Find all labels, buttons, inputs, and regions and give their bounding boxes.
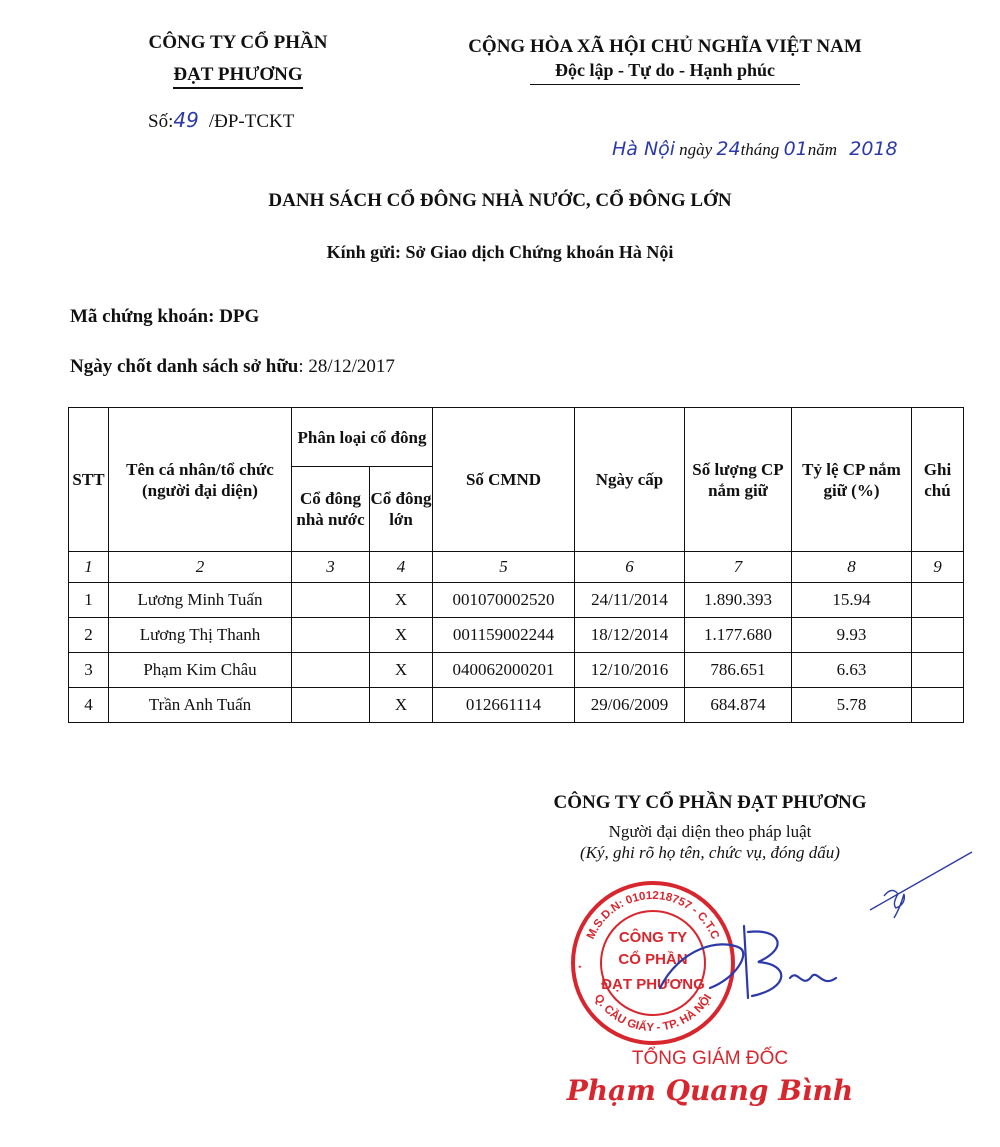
header-state: Cổ đông nhà nước	[292, 467, 370, 552]
stock-code-value: DPG	[219, 306, 260, 327]
company-name	[108, 32, 368, 89]
col-number: 3	[292, 552, 370, 583]
cell-name: Phạm Kim Châu	[109, 653, 292, 688]
date-year: 2018	[849, 138, 898, 160]
signature-role: Người đại diện theo pháp luật	[608, 822, 812, 841]
cell-ratio: 9.93	[792, 618, 912, 653]
seal-ring-text: M.S.D.N: 0101218757 - C.T.C	[584, 889, 722, 942]
stock-code-label: Mã chứng khoán:	[70, 306, 215, 327]
header-id-no: Số CMND	[433, 408, 575, 552]
cell-issue-date: 29/06/2009	[575, 688, 685, 723]
cell-state	[292, 583, 370, 618]
cell-shares: 786.651	[685, 653, 792, 688]
date-month: 01	[783, 138, 808, 160]
signature-company: CÔNG TY CỔ PHẦN ĐẠT PHƯƠNG	[553, 792, 867, 813]
cell-id-no: 012661114	[433, 688, 575, 723]
national-header	[400, 36, 930, 85]
cell-ratio: 6.63	[792, 653, 912, 688]
cell-state	[292, 688, 370, 723]
col-number: 9	[912, 552, 964, 583]
cell-major: X	[370, 583, 433, 618]
seal-star-left: ★	[578, 964, 582, 969]
table-row	[69, 653, 964, 688]
cell-name: Trần Anh Tuấn	[109, 688, 292, 723]
motto-underline	[530, 84, 800, 85]
cell-issue-date: 12/10/2016	[575, 653, 685, 688]
header-ratio: Tỷ lệ CP nắm giữ (%)	[792, 408, 912, 552]
seal-line3: ĐẠT PHƯƠNG	[601, 976, 705, 993]
signature-scribble	[640, 918, 840, 1018]
record-date	[70, 356, 395, 378]
cell-stt: 1	[69, 583, 109, 618]
national-motto: Độc lập - Tự do - Hạnh phúc	[554, 60, 776, 80]
cell-shares: 1.890.393	[685, 583, 792, 618]
col-number: 7	[685, 552, 792, 583]
table-row	[69, 688, 964, 723]
document-title: DANH SÁCH CỔ ĐÔNG NHÀ NƯỚC, CỔ ĐÔNG LỚN	[268, 190, 732, 211]
cell-major: X	[370, 653, 433, 688]
national-title: CỘNG HÒA XÃ HỘI CHỦ NGHĨA VIỆT NAM	[468, 36, 862, 57]
col-number: 5	[433, 552, 575, 583]
doc-no-prefix: Số:	[148, 111, 174, 132]
cell-note	[912, 653, 964, 688]
cell-ratio: 15.94	[792, 583, 912, 618]
table-header-row	[69, 408, 964, 467]
date-place: Hà Nội	[612, 138, 676, 160]
cell-issue-date: 18/12/2014	[575, 618, 685, 653]
cell-note	[912, 618, 964, 653]
signer-position: TỔNG GIÁM ĐỐC	[631, 1048, 789, 1069]
doc-no-handwritten: 49	[173, 108, 199, 132]
col-number: 6	[575, 552, 685, 583]
cell-note	[912, 688, 964, 723]
col-number: 8	[792, 552, 912, 583]
header-note: Ghi chú	[912, 408, 964, 552]
recipient: Kính gửi: Sở Giao dịch Chứng khoán Hà Nội	[326, 242, 674, 262]
record-date-label: Ngày chốt danh sách sở hữu	[70, 356, 299, 377]
date-line	[612, 138, 898, 160]
date-ngay-label: ngày	[679, 140, 713, 159]
record-date-value: : 28/12/2017	[298, 356, 395, 377]
cell-stt: 3	[69, 653, 109, 688]
signer-name: Phạm Quang Bình	[566, 1074, 854, 1107]
signature-instruction: (Ký, ghi rõ họ tên, chức vụ, đóng dấu)	[580, 843, 840, 862]
cell-stt: 4	[69, 688, 109, 723]
header-shares: Số lượng CP nắm giữ	[685, 408, 792, 552]
cell-state	[292, 618, 370, 653]
cell-id-no: 001070002520	[433, 583, 575, 618]
cell-id-no: 040062000201	[433, 653, 575, 688]
company-name-line2: ĐẠT PHƯƠNG	[173, 64, 302, 89]
doc-no-suffix: /ĐP-TCKT	[208, 111, 295, 132]
cell-id-no: 001159002244	[433, 618, 575, 653]
document-number	[148, 108, 294, 133]
col-number: 1	[69, 552, 109, 583]
table-row	[69, 618, 964, 653]
initial-mark	[860, 840, 980, 920]
company-name-line1: CÔNG TY CỔ PHẦN	[148, 32, 328, 53]
cell-stt: 2	[69, 618, 109, 653]
date-day: 24	[716, 138, 741, 160]
col-number: 2	[109, 552, 292, 583]
cell-issue-date: 24/11/2014	[575, 583, 685, 618]
header-major: Cổ đông lớn	[370, 467, 433, 552]
header-issue-date: Ngày cấp	[575, 408, 685, 552]
cell-major: X	[370, 618, 433, 653]
cell-major: X	[370, 688, 433, 723]
cell-shares: 684.874	[685, 688, 792, 723]
cell-state	[292, 653, 370, 688]
cell-name: Lương Thị Thanh	[109, 618, 292, 653]
date-thang-label: tháng	[740, 140, 780, 159]
seal-line2: CỔ PHẦN	[618, 951, 688, 968]
cell-shares: 1.177.680	[685, 618, 792, 653]
stock-code	[70, 306, 259, 328]
seal-line1: CÔNG TY	[618, 929, 688, 946]
column-number-row	[69, 552, 964, 583]
date-nam-label: năm	[807, 140, 838, 159]
cell-ratio: 5.78	[792, 688, 912, 723]
table-row	[69, 583, 964, 618]
cell-note	[912, 583, 964, 618]
header-class-group: Phân loại cổ đông	[292, 408, 433, 467]
seal-bottom-text: Q. CẦU GIẤY - TP. HÀ NỘI	[591, 992, 715, 1035]
signature-block	[500, 792, 920, 863]
header-name: Tên cá nhân/tổ chức (người đại diện)	[109, 408, 292, 552]
shareholder-table	[68, 407, 964, 723]
col-number: 4	[370, 552, 433, 583]
cell-name: Lương Minh Tuấn	[109, 583, 292, 618]
header-stt: STT	[69, 408, 109, 552]
